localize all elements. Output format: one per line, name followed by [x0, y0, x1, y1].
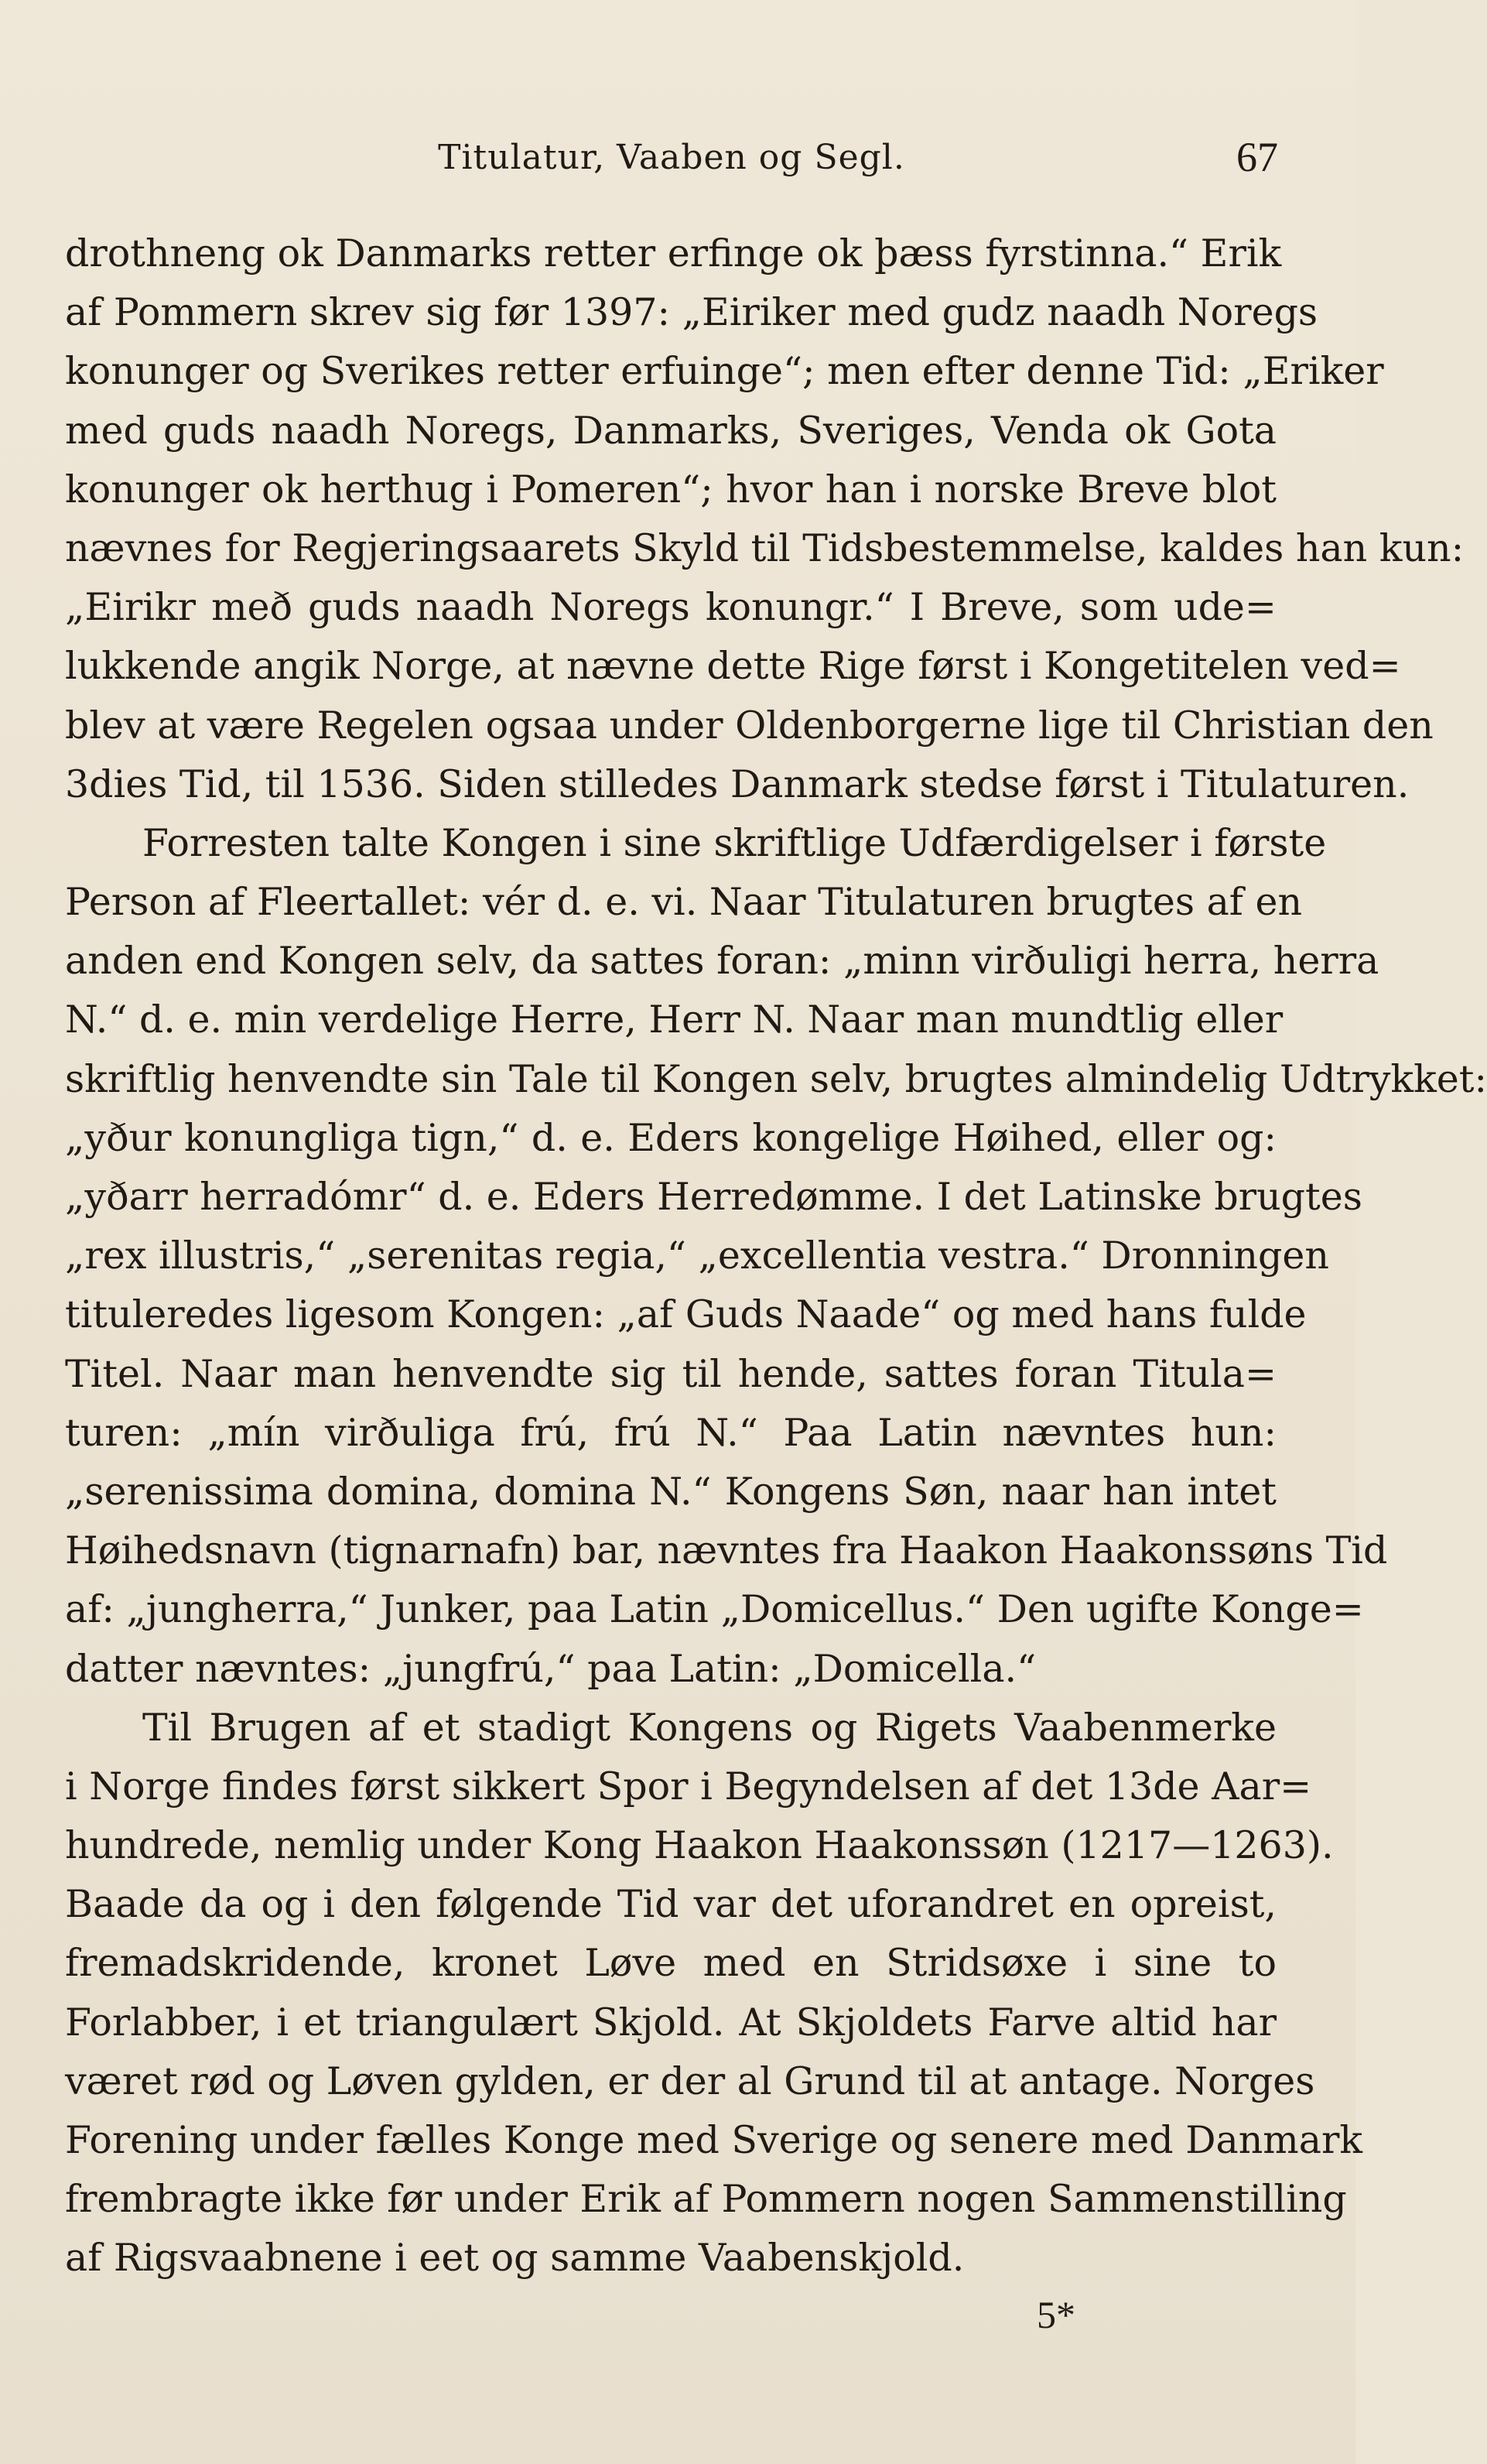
- text-line: N.“ d. e. min verdelige Herre, Herr N. Naar man mundtlig eller: [65, 998, 1284, 1042]
- body-text: [65, 224, 1487, 2288]
- text-line: konunger og Sverikes retter erfuinge“; men efter denne Tid: „Eriker: [65, 349, 1384, 394]
- text-line: turen: „mín virðuliga frú, frú N.“ Paa Latin nævntes hun:: [65, 1410, 1277, 1455]
- text-line: Forlabber, i et triangulært Skjold. At Skjoldets Farve altid har: [65, 2000, 1277, 2045]
- text-line: af: „jungherra,“ Junker, paa Latin „Domicellus.“ Den ugifte Konge=: [65, 1587, 1364, 1632]
- text-line: „Eirikr með guds naadh Noregs konungr.“ I Breve, som ude=: [65, 585, 1277, 630]
- page-number: 67: [1236, 134, 1278, 180]
- text-line: „yðarr herradómr“ d. e. Eders Herredømme. I det Latinske brugtes: [65, 1175, 1362, 1219]
- text-line: „serenissima domina, domina N.“ Kongens Søn, naar han intet: [65, 1469, 1277, 1514]
- text-line: Baade da og i den følgende Tid var det uforandret en opreist,: [65, 1882, 1277, 1927]
- text-line: tituleredes ligesom Kongen: „af Guds Naade“ og med hans fulde: [65, 1292, 1307, 1337]
- text-line: hundrede, nemlig under Kong Haakon Haakonssøn (1217—1263).: [65, 1823, 1334, 1868]
- text-line: anden end Kongen selv, da sattes foran: „minn virðuligi herra, herra: [65, 939, 1379, 984]
- text-line: af Rigsvaabnene i eet og samme Vaabenskjold.: [65, 2236, 965, 2281]
- text-line: lukkende angik Norge, at nævne dette Rige først i Kongetitelen ved=: [65, 644, 1401, 689]
- text-line: fremadskridende, kronet Løve med en Stridsøxe i sine to: [65, 1941, 1277, 1986]
- text-line: i Norge findes først sikkert Spor i Begyndelsen af det 13de Aar=: [65, 1764, 1312, 1809]
- running-title: Titulatur, Vaaben og Segl.: [438, 138, 905, 177]
- text-line: Person af Fleertallet: vér d. e. vi. Naar Titulaturen brugtes af en: [65, 880, 1303, 925]
- text-line: konunger ok herthug i Pomeren“; hvor han i norske Breve blot: [65, 467, 1277, 512]
- text-line: frembragte ikke før under Erik af Pommern nogen Sammenstilling: [65, 2177, 1347, 2222]
- text-line: datter nævntes: „jungfrú,“ paa Latin: „Domicella.“: [65, 1646, 1037, 1691]
- text-line: nævnes for Regjeringsaarets Skyld til Tidsbestemmelse, kaldes han kun:: [65, 525, 1465, 570]
- text-line: „yður konungliga tign,“ d. e. Eders kongelige Høihed, eller og:: [65, 1115, 1277, 1160]
- text-line: skriftlig henvendte sin Tale til Kongen selv, brugtes almindelig Udtrykket:: [65, 1056, 1487, 1101]
- text-line: med guds naadh Noregs, Danmarks, Sveriges, Venda ok Gota: [65, 408, 1277, 453]
- text-line: blev at være Regelen ogsaa under Oldenborgerne lige til Christian den: [65, 703, 1434, 748]
- text-line: drothneng ok Danmarks retter erfinge ok þæss fyrstinna.“ Erik: [65, 231, 1282, 275]
- text-line: Forening under fælles Konge med Sverige og senere med Danmark: [65, 2118, 1363, 2162]
- signature-mark: 5*: [1037, 2293, 1075, 2336]
- text-line: „rex illustris,“ „serenitas regia,“ „excellentia vestra.“ Dronningen: [65, 1234, 1329, 1278]
- running-head: [65, 130, 1278, 192]
- text-line: Høihedsnavn (tignarnafn) bar, nævntes fra Haakon Haakonssøns Tid: [65, 1528, 1388, 1573]
- text-line: været rød og Løven gylden, er der al Grund til at antage. Norges: [65, 2058, 1315, 2103]
- text-line: af Pommern skrev sig før 1397: „Eiriker med gudz naadh Noregs: [65, 290, 1318, 335]
- text-line: Titel. Naar man henvendte sig til hende, sattes foran Titula=: [65, 1351, 1277, 1396]
- text-line: 3dies Tid, til 1536. Siden stilledes Danmark stedse først i Titulaturen.: [65, 761, 1410, 806]
- text-line: Forresten talte Kongen i sine skriftlige Udfærdigelser i første: [142, 820, 1327, 865]
- text-line: Til Brugen af et stadigt Kongens og Rigets Vaabenmerke: [142, 1705, 1277, 1750]
